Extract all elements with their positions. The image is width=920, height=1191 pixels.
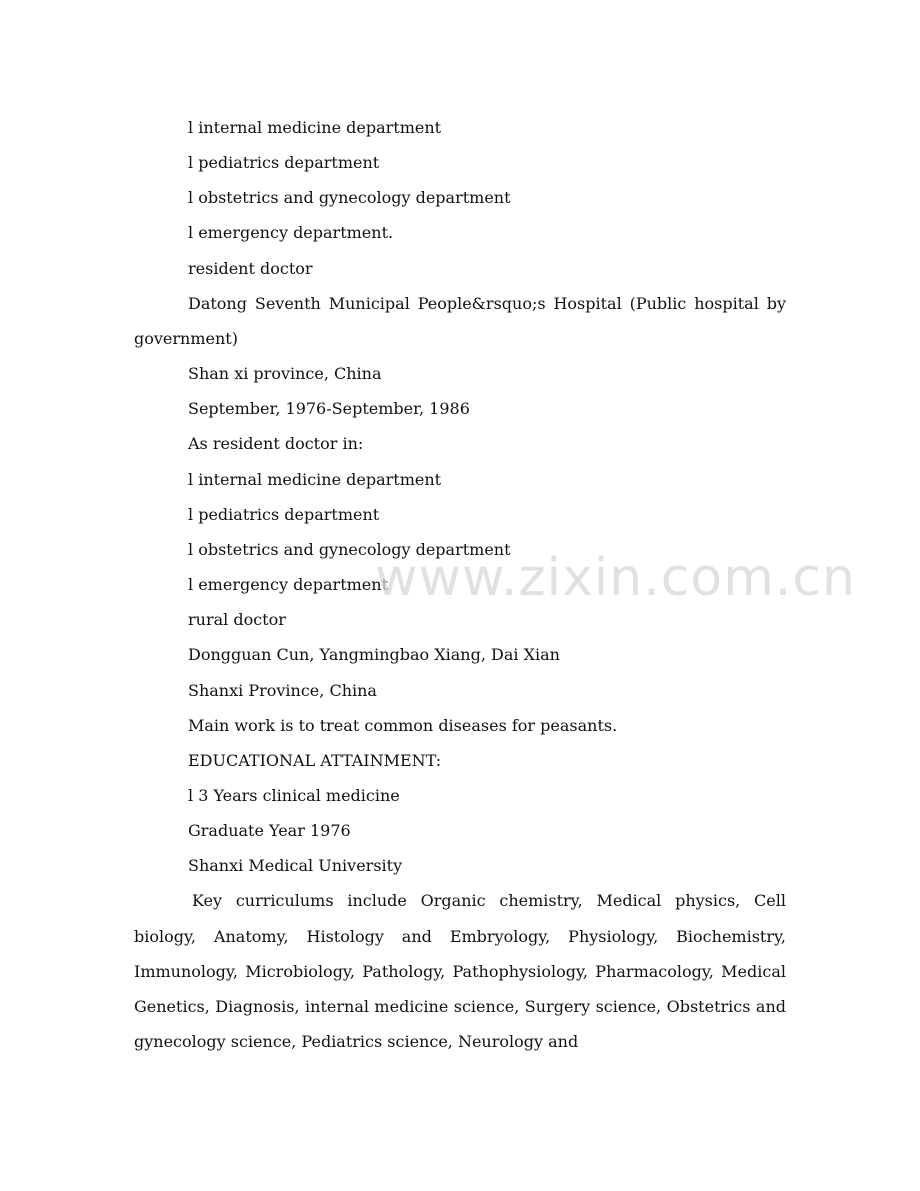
list-item-emergency: l emergency department. xyxy=(188,223,394,243)
list-item-obstetrics-gynecology: l obstetrics and gynecology department xyxy=(188,188,511,208)
job-title: rural doctor xyxy=(188,610,286,630)
list-item-pediatrics: l pediatrics department xyxy=(188,504,380,524)
list-item-degree: l 3 Years clinical medicine xyxy=(188,785,400,805)
watermark-logo: www.zixin.com.cn xyxy=(375,548,856,608)
work-region: Shanxi Province, China xyxy=(188,680,377,700)
list-item-internal-medicine: l internal medicine department xyxy=(188,118,442,137)
role-description: As resident doctor in: xyxy=(188,434,364,454)
section-heading-education: EDUCATIONAL ATTAINMENT: xyxy=(188,750,442,770)
list-item-pediatrics: l pediatrics department xyxy=(188,153,380,173)
work-description: Main work is to treat common diseases for peasants. xyxy=(188,715,618,735)
employer-location: Shan xi province, China xyxy=(188,364,382,384)
job-title: resident doctor xyxy=(188,258,313,278)
employment-period: September, 1976-September, 1986 xyxy=(188,399,470,419)
employer-name: Datong Seventh Municipal People&rsquo;s Hospital (Public hospital by government) xyxy=(134,293,786,348)
school-name: Shanxi Medical University xyxy=(188,856,403,876)
curriculum-paragraph: Key curriculums include Organic chemistry, Medical physics, Cell biology, Anatomy, Histology and Embryology, Physiology, Biochemistry, Immunology, Microbiology, Pathology, Pathophysiology, Pharmacology, Medical Genetics, Diagnosis, internal medicine science, Surgery science, Obstetrics and gynecology science, Pediatrics science, Neurology and xyxy=(134,891,786,1052)
list-item-internal-medicine: l internal medicine department xyxy=(188,469,442,489)
graduation-year: Graduate Year 1976 xyxy=(188,821,351,841)
list-item-obstetrics-gynecology: l obstetrics and gynecology department xyxy=(188,539,511,559)
list-item-emergency: l emergency department xyxy=(188,575,389,595)
work-address: Dongguan Cun, Yangmingbao Xiang, Dai Xian xyxy=(188,645,560,665)
